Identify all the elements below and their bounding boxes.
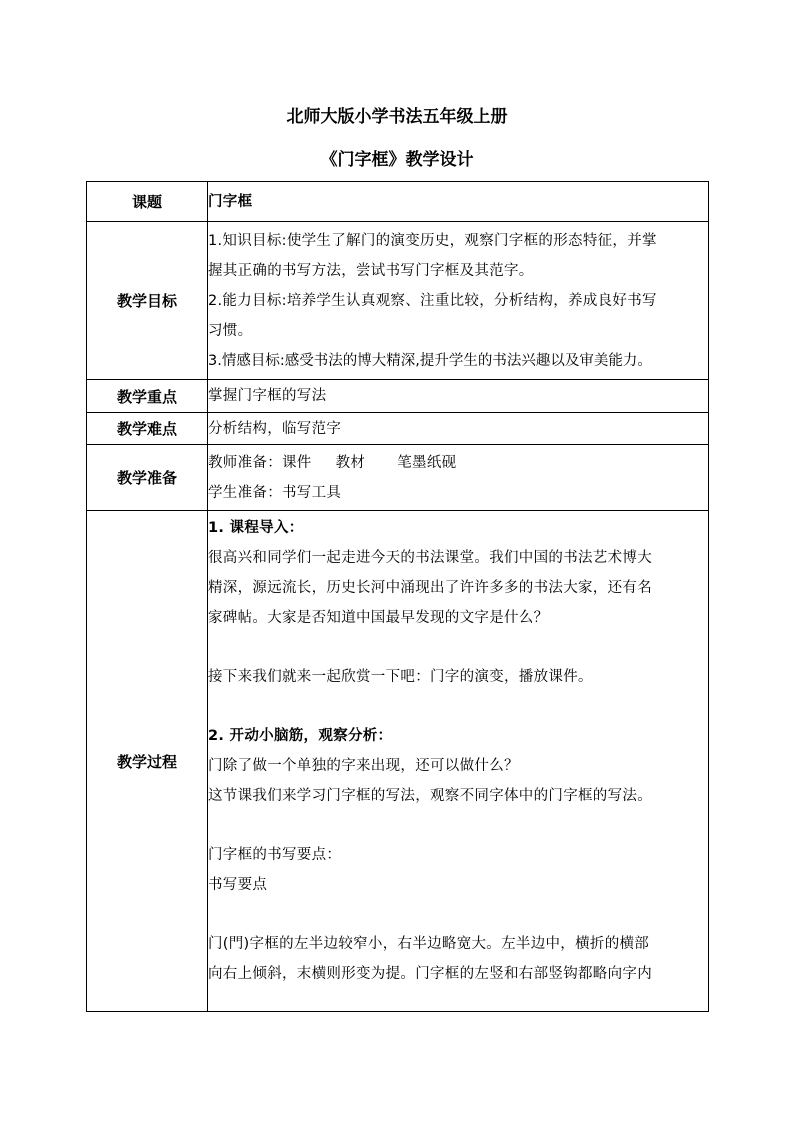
goals-line: 习惯。 [208,322,253,339]
document-subtitle: 《门字框》教学设计 [320,150,474,170]
blank-line [208,692,708,721]
label-topic: 课题 [87,182,208,222]
topic-text: 门字框 [208,193,253,210]
key-point-text: 掌握门字框的写法 [208,388,327,404]
goals-line: 握其正确的书写方法，尝试书写门字框及其范字。 [208,262,534,279]
row-process [87,511,709,1012]
section1-followup: 接下来我们就来一起欣赏一下吧：门字的演变，播放课件。 [208,669,593,685]
points-heading: 门字框的书写要点： [208,847,342,863]
value-preparation [208,445,709,511]
difficulty-text: 分析结构，临写范字 [208,420,342,437]
points-subheading: 书写要点 [208,877,268,893]
row-difficulty [87,413,709,445]
section2-line: 这节课我们来学习门字框的写法，观察不同字体中的门字框的写法。 [208,788,652,804]
teacher-prep-item: 教材 [335,454,366,471]
row-topic [87,182,709,222]
teacher-prep-prefix: 教师准备：课件 [208,454,312,471]
goals-line: 1.知识目标:使学生了解门的演变历史，观察门字框的形态特征，并掌 [208,232,657,249]
label-difficulty: 教学难点 [87,413,208,445]
teacher-prep-item: 笔墨纸砚 [397,454,457,471]
value-topic [208,182,709,222]
label-key-point: 教学重点 [87,380,208,413]
label-process: 教学过程 [87,511,208,1012]
section1-heading: 1. 课程导入： [208,520,304,536]
section2-line: 门除了做一个单独的字来出现，还可以做什么？ [208,758,519,774]
value-difficulty [208,413,709,445]
student-preparation: 学生准备：书写工具 [208,484,342,501]
goals-line: 2.能力目标:培养学生认真观察、注重比较，分析结构，养成良好书写 [208,292,657,309]
row-key-point [87,380,709,413]
document-title: 北师大版小学书法五年级上册 [286,107,508,127]
blank-line [208,633,708,662]
value-goals [208,222,709,380]
section1-line: 精深，源远流长，历史长河中涌现出了许许多多的书法大家，还有名 [208,580,652,596]
points-line: 门(門)字框的左半边较窄小，右半边略宽大。左半边中，横折的横部 [208,936,650,952]
value-process [208,511,709,1012]
teacher-preparation [208,448,708,478]
label-preparation: 教学准备 [87,445,208,511]
points-line: 向右上倾斜，末横则形变为提。门字框的左竖和右部竖钩都略向字内 [208,966,652,982]
label-goals: 教学目标 [87,222,208,380]
row-goals [87,222,709,380]
blank-line [208,900,708,929]
goals-line: 3.情感目标:感受书法的博大精深,提升学生的书法兴趣以及审美能力。 [208,352,652,369]
section1-line: 家碑帖。大家是否知道中国最早发现的文字是什么？ [208,610,549,626]
section1-line: 很高兴和同学们一起走进今天的书法课堂。我们中国的书法艺术博大 [208,550,652,566]
lesson-plan-table [86,181,709,1012]
section2-heading: 2. 开动小脑筋，观察分析： [208,728,393,744]
row-preparation [87,445,709,511]
value-key-point [208,380,709,413]
blank-line [208,811,708,840]
